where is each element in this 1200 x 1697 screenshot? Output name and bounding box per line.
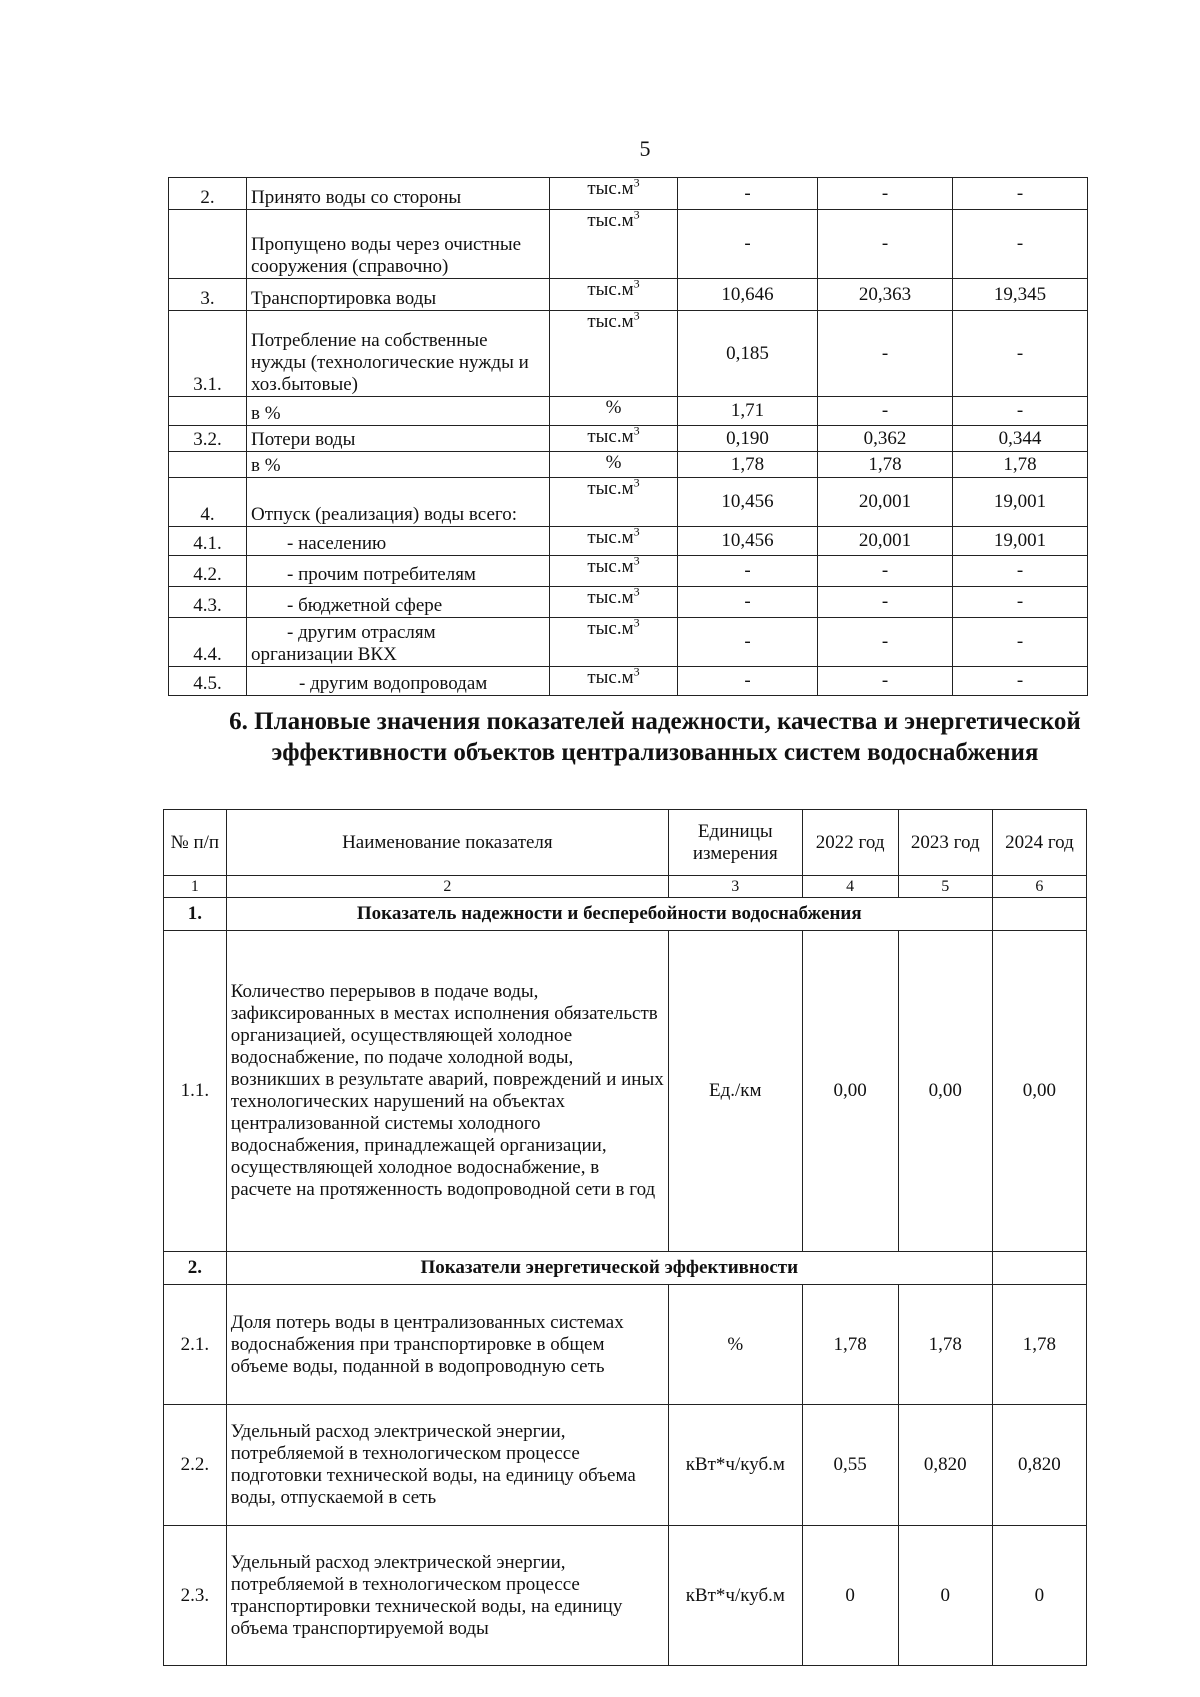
row-name: Транспортировка воды xyxy=(247,279,550,311)
empty-cell xyxy=(992,898,1086,931)
group-row xyxy=(164,898,1087,931)
value-cell: 0,362 xyxy=(818,426,953,452)
value-cell: 0 xyxy=(898,1526,992,1666)
unit-sup: 3 xyxy=(633,423,640,438)
row-name: - другим водопроводам xyxy=(247,667,550,696)
value-cell: - xyxy=(818,210,953,279)
row-name: в % xyxy=(247,452,550,478)
row-num: 4.3. xyxy=(169,587,247,618)
table-row xyxy=(169,210,1088,279)
row-name: Доля потерь воды в централизованных системах водоснабжения при транспортировке в общем объеме воды, поданной в водопроводную сеть xyxy=(226,1285,668,1405)
row-name: - прочим потребителям xyxy=(247,556,550,587)
value-cell: 19,001 xyxy=(953,478,1088,527)
group-title: Показатель надежности и бесперебойности водоснабжения xyxy=(226,898,992,931)
row-name: Удельный расход электрической энергии, потребляемой в технологическом процессе подготовки технической воды, на единицу объема воды, отпускаемой в сеть xyxy=(226,1405,668,1526)
header-row xyxy=(164,810,1087,876)
row-num: 1.1. xyxy=(164,931,227,1252)
table-row xyxy=(169,311,1088,397)
row-num: 3.1. xyxy=(169,311,247,397)
unit-base: тыс.м xyxy=(587,279,634,300)
table-row xyxy=(169,397,1088,426)
table-row xyxy=(169,618,1088,667)
value-cell: 1,78 xyxy=(818,452,953,478)
row-num: 2.1. xyxy=(164,1285,227,1405)
value-cell: 1,78 xyxy=(953,452,1088,478)
unit-base: тыс.м xyxy=(587,178,634,199)
header-year-2023: 2023 год xyxy=(898,810,992,876)
page-number: 5 xyxy=(639,136,651,161)
row-name: Принято воды со стороны xyxy=(247,178,550,210)
row-name: - бюджетной сфере xyxy=(247,587,550,618)
value-cell: 0,820 xyxy=(898,1405,992,1526)
row-unit xyxy=(550,553,678,587)
value-cell: - xyxy=(678,178,818,210)
row-num xyxy=(169,452,247,478)
row-unit xyxy=(550,584,678,618)
row-num xyxy=(169,397,247,426)
unit-sup: 3 xyxy=(633,276,640,291)
row-num: 4. xyxy=(169,478,247,527)
row-name: Удельный расход электрической энергии, потребляемой в технологическом процессе транспортировки технической воды, на единицу объема транспортируемой воды xyxy=(226,1526,668,1666)
value-cell: - xyxy=(953,311,1088,397)
value-cell: - xyxy=(818,311,953,397)
row-unit xyxy=(550,615,678,667)
value-cell: 1,78 xyxy=(802,1285,898,1405)
header-unit: Единицы измерения xyxy=(669,810,803,876)
unit-base: тыс.м xyxy=(587,556,634,577)
unit-sup: 3 xyxy=(633,207,640,222)
row-unit xyxy=(550,207,678,279)
row-num: 3.2. xyxy=(169,426,247,452)
value-cell: 0 xyxy=(802,1526,898,1666)
value-cell: 20,363 xyxy=(818,279,953,311)
value-cell: - xyxy=(818,178,953,210)
row-unit: % xyxy=(669,1285,803,1405)
unit-base: тыс.м xyxy=(587,527,634,548)
value-cell: - xyxy=(953,556,1088,587)
value-cell: 10,646 xyxy=(678,279,818,311)
index-cell: 2 xyxy=(226,876,668,898)
value-cell: 0,185 xyxy=(678,311,818,397)
unit-sup: 3 xyxy=(633,584,640,599)
value-cell: 20,001 xyxy=(818,478,953,527)
value-cell: - xyxy=(818,667,953,696)
unit-base: тыс.м xyxy=(587,667,634,688)
value-cell: - xyxy=(953,210,1088,279)
table-row xyxy=(169,452,1088,478)
value-cell: 1,78 xyxy=(678,452,818,478)
header-year-2024: 2024 год xyxy=(992,810,1086,876)
row-num: 4.2. xyxy=(169,556,247,587)
value-cell: 0 xyxy=(992,1526,1086,1666)
row-name: Количество перерывов в подаче воды, зафиксированных в местах исполнения обязательств организацией, осуществляющей холодное водоснабжение, по подаче холодной воды, возникших в результате аварий, повреждений и иных технологических нарушений на объектах централизованной системы холодного водоснабжения, принадлежащей организации, осуществляющей холодное водоснабжение, в расчете на протяженность водопроводной сети в год xyxy=(226,931,668,1252)
table-row xyxy=(169,478,1088,527)
unit-base: тыс.м xyxy=(587,426,634,447)
value-cell: 0,190 xyxy=(678,426,818,452)
row-name: Пропущено воды через очистные сооружения (справочно) xyxy=(247,210,550,279)
value-cell: - xyxy=(818,618,953,667)
value-cell: 20,001 xyxy=(818,527,953,556)
unit-sup: 3 xyxy=(633,308,640,323)
value-cell: - xyxy=(953,618,1088,667)
value-cell: - xyxy=(678,618,818,667)
value-cell: 0,820 xyxy=(992,1405,1086,1526)
table-row xyxy=(164,1526,1087,1666)
value-cell: 0,00 xyxy=(992,931,1086,1252)
section-title: 6. Плановые значения показателей надежности, качества и энергетической эффективности объектов централизованных систем водоснабжения xyxy=(229,708,1081,766)
value-cell: - xyxy=(953,397,1088,426)
row-num: 2.3. xyxy=(164,1526,227,1666)
value-cell: 10,456 xyxy=(678,527,818,556)
row-unit: % xyxy=(550,452,678,478)
value-cell: 0,344 xyxy=(953,426,1088,452)
row-unit xyxy=(550,423,678,452)
value-cell: - xyxy=(678,556,818,587)
value-cell: 19,001 xyxy=(953,527,1088,556)
unit-sup: 3 xyxy=(633,475,640,490)
row-unit: кВт*ч/куб.м xyxy=(669,1405,803,1526)
value-cell: 1,78 xyxy=(992,1285,1086,1405)
index-row xyxy=(164,876,1087,898)
row-num: 2. xyxy=(169,178,247,210)
row-unit xyxy=(550,524,678,556)
index-cell: 4 xyxy=(802,876,898,898)
header-year-2022: 2022 год xyxy=(802,810,898,876)
unit-sup: 3 xyxy=(633,615,640,630)
row-num xyxy=(169,210,247,279)
unit-base: тыс.м xyxy=(587,587,634,608)
row-num: 4.5. xyxy=(169,667,247,696)
water-balance-table xyxy=(168,177,1088,696)
table-row xyxy=(169,587,1088,618)
table-row xyxy=(169,178,1088,210)
row-num: 2.2. xyxy=(164,1405,227,1526)
group-num: 1. xyxy=(164,898,227,931)
value-cell: - xyxy=(953,667,1088,696)
table-row xyxy=(164,1405,1087,1526)
row-unit: Ед./км xyxy=(669,931,803,1252)
row-name: Отпуск (реализация) воды всего: xyxy=(247,478,550,527)
row-name: Потери воды xyxy=(247,426,550,452)
table-row xyxy=(169,527,1088,556)
index-cell: 3 xyxy=(669,876,803,898)
value-cell: 1,71 xyxy=(678,397,818,426)
index-cell: 5 xyxy=(898,876,992,898)
row-name-line1: - другим отраслям xyxy=(287,622,436,643)
value-cell: 1,78 xyxy=(898,1285,992,1405)
value-cell: 10,456 xyxy=(678,478,818,527)
row-name xyxy=(247,618,550,667)
row-name: - населению xyxy=(247,527,550,556)
group-row xyxy=(164,1252,1087,1285)
unit-base: тыс.м xyxy=(587,311,634,332)
row-unit: % xyxy=(550,397,678,426)
index-cell: 6 xyxy=(992,876,1086,898)
row-unit xyxy=(550,308,678,397)
row-unit xyxy=(550,276,678,311)
unit-sup: 3 xyxy=(633,524,640,539)
group-title: Показатели энергетической эффективности xyxy=(226,1252,992,1285)
row-name: в % xyxy=(247,397,550,426)
table-row xyxy=(169,667,1088,696)
row-num: 3. xyxy=(169,279,247,311)
value-cell: 0,00 xyxy=(898,931,992,1252)
value-cell: 0,00 xyxy=(802,931,898,1252)
row-unit: кВт*ч/куб.м xyxy=(669,1526,803,1666)
value-cell: - xyxy=(818,397,953,426)
indicators-table xyxy=(163,809,1087,1666)
value-cell: - xyxy=(953,587,1088,618)
value-cell: - xyxy=(678,210,818,279)
value-cell: - xyxy=(678,667,818,696)
unit-sup: 3 xyxy=(633,175,640,190)
row-unit xyxy=(550,175,678,210)
unit-base: тыс.м xyxy=(587,618,634,639)
table-row xyxy=(169,279,1088,311)
empty-cell xyxy=(992,1252,1086,1285)
table-row xyxy=(169,426,1088,452)
value-cell: - xyxy=(953,178,1088,210)
row-unit xyxy=(550,475,678,527)
table-row xyxy=(164,931,1087,1252)
table-row xyxy=(169,556,1088,587)
header-name: Наименование показателя xyxy=(226,810,668,876)
unit-base: тыс.м xyxy=(587,478,634,499)
value-cell: - xyxy=(818,587,953,618)
unit-sup: 3 xyxy=(633,664,640,679)
value-cell: 19,345 xyxy=(953,279,1088,311)
value-cell: 0,55 xyxy=(802,1405,898,1526)
header-num: № п/п xyxy=(164,810,227,876)
row-name: Потребление на собственные нужды (технологические нужды и хоз.бытовые) xyxy=(247,311,550,397)
value-cell: - xyxy=(818,556,953,587)
row-name-line2: организации ВКХ xyxy=(251,644,397,665)
unit-base: тыс.м xyxy=(587,210,634,231)
row-unit xyxy=(550,664,678,696)
unit-sup: 3 xyxy=(633,553,640,568)
value-cell: - xyxy=(678,587,818,618)
table-row xyxy=(164,1285,1087,1405)
row-num: 4.1. xyxy=(169,527,247,556)
index-cell: 1 xyxy=(164,876,227,898)
row-num: 4.4. xyxy=(169,618,247,667)
group-num: 2. xyxy=(164,1252,227,1285)
